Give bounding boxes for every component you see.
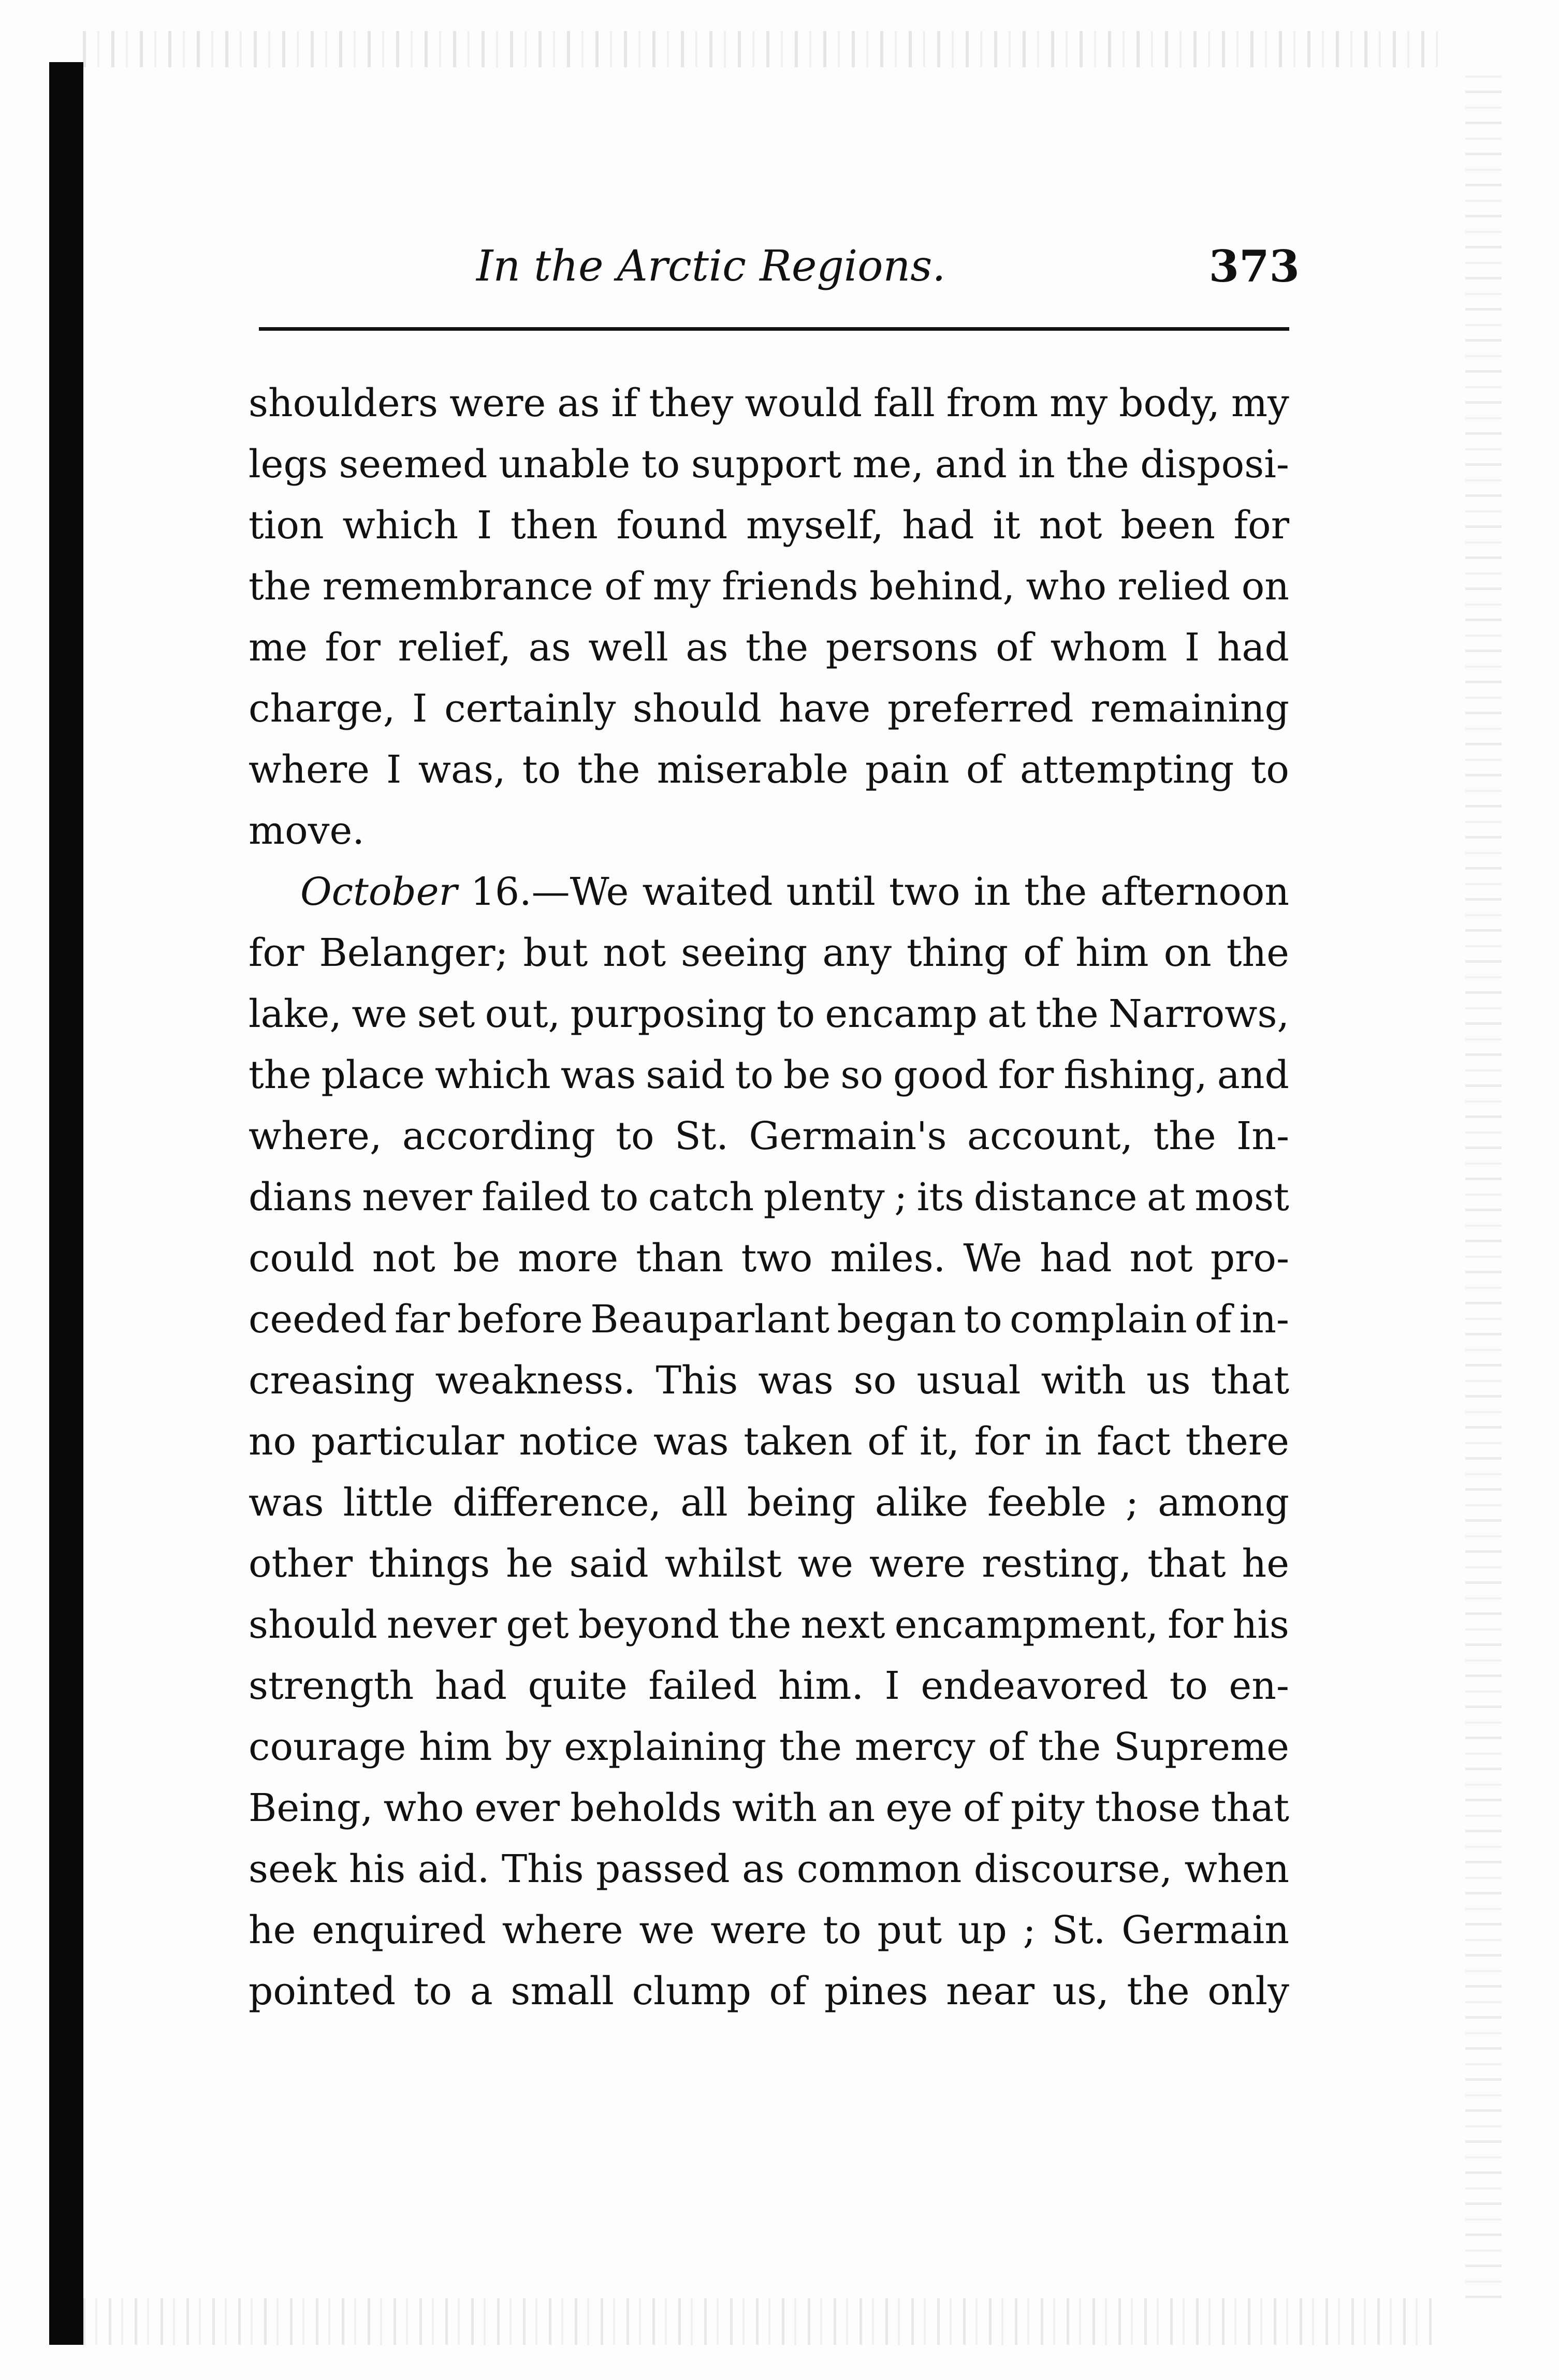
- text-line: no particular notice was taken of it, for in fact there: [249, 1419, 1289, 1464]
- text-line: legs seemed unable to support me, and in the disposi-: [249, 442, 1289, 487]
- text-line: seek his aid. This passed as common discourse, when: [249, 1847, 1289, 1891]
- text-line: tion which I then found myself, had it not been for: [249, 503, 1289, 548]
- text-line: pointed to a small clump of pines near us, the only: [249, 1969, 1289, 2014]
- text-line: strength had quite failed him. I endeavored to en-: [249, 1664, 1289, 1708]
- scan-edge-top: [83, 31, 1439, 67]
- text-line: could not be more than two miles. We had not pro-: [249, 1236, 1289, 1281]
- header-rule: [259, 327, 1289, 331]
- text-line: lake, we set out, purposing to encamp at the Narrows,: [249, 992, 1289, 1036]
- body-text: [249, 373, 1289, 2022]
- scan-edge-bottom: [83, 2298, 1439, 2345]
- text-line: courage him by explaining the mercy of the Supreme: [249, 1725, 1289, 1769]
- date-lead: October: [300, 870, 457, 914]
- text-line: ceeded far before Beauparlant began to complain of in-: [249, 1297, 1289, 1342]
- text-line: Being, who ever beholds with an eye of pity those that: [249, 1786, 1289, 1830]
- text-line: the place which was said to be so good for fishing, and: [249, 1053, 1289, 1097]
- text-line: creasing weakness. This was so usual with us that: [249, 1358, 1289, 1403]
- text-line: where I was, to the miserable pain of attempting to: [249, 747, 1289, 792]
- text-line: was little difference, all being alike feeble ; among: [249, 1480, 1289, 1525]
- text-line: the remembrance of my friends behind, who relied on: [249, 564, 1289, 609]
- text-line: dians never failed to catch plenty ; its distance at most: [249, 1175, 1289, 1220]
- running-title: In the Arctic Regions.: [476, 242, 946, 291]
- text-line: he enquired where we were to put up ; St. Germain: [249, 1908, 1289, 1952]
- text-line: should never get beyond the next encampment, for his: [249, 1603, 1289, 1647]
- text-line: shoulders were as if they would fall from my body, my: [249, 381, 1289, 425]
- text-line: move.: [249, 809, 365, 853]
- text-line: me for relief, as well as the persons of whom I had: [249, 625, 1289, 670]
- text-line: charge, I certainly should have preferred remaining: [249, 686, 1289, 731]
- text-line: for Belanger; but not seeing any thing of him on the: [249, 931, 1289, 975]
- page-number: 373: [1208, 241, 1300, 292]
- scan-edge-right: [1465, 72, 1502, 2298]
- text-line: where, according to St. Germain's account, the In-: [249, 1114, 1289, 1158]
- running-header: [243, 228, 1300, 305]
- binding-edge: [49, 62, 83, 2345]
- text-line-date-entry: October 16.—We waited until two in the afternoon: [249, 861, 1289, 922]
- text-line: other things he said whilst we were resting, that he: [249, 1541, 1289, 1586]
